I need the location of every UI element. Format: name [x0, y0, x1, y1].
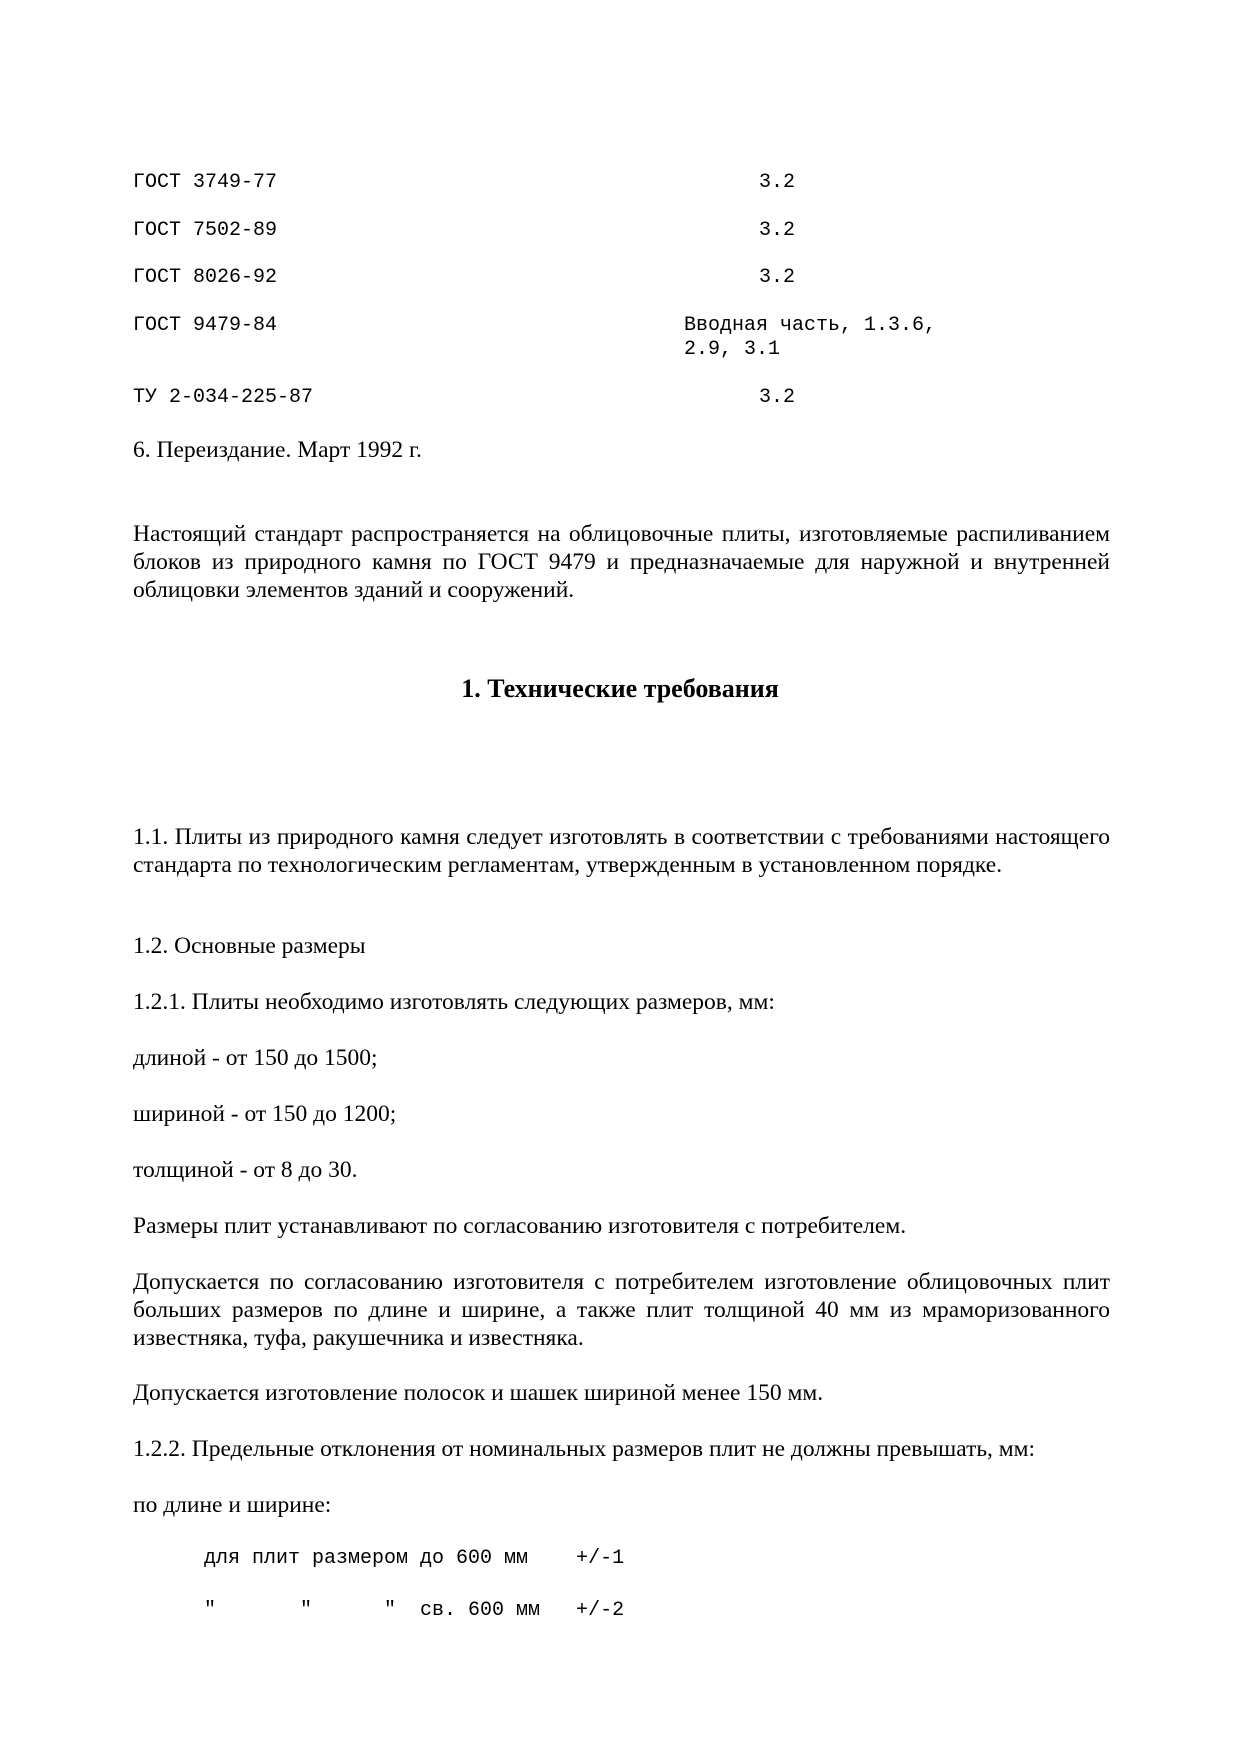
size-width: шириной - от 150 до 1200; — [133, 1101, 397, 1127]
paragraph-1-1: 1.1. Плиты из природного камня следует изготовлять в соответствии с требованиями настоящего стандарта по технологическим регламентам, утвержденным в установленном порядке. — [133, 824, 1110, 878]
size-thickness: толщиной - от 8 до 30. — [133, 1157, 358, 1183]
reference-clause: 3.2 — [759, 266, 796, 289]
paragraph-1-2: 1.2. Основные размеры — [133, 933, 366, 959]
reference-code: ГОСТ 9479-84 — [133, 314, 278, 337]
reference-code: ГОСТ 7502-89 — [133, 219, 278, 242]
reissue-note: 6. Переиздание. Март 1992 г. — [133, 437, 422, 463]
reference-clause-continued: 2.9, 3.1 — [684, 338, 781, 361]
scope-paragraph: Настоящий стандарт распространяется на облицовочные плиты, изготовляемые распиливанием блоков из природного камня по ГОСТ 9479 и предназначаемые для наружной и внутренней облицовки элементов зданий и сооружений. — [133, 521, 1110, 603]
sizes-agreement: Размеры плит устанавливают по согласованию изготовителя с потребителем. — [133, 1213, 907, 1239]
by-length-width: по длине и ширине: — [133, 1492, 332, 1518]
reference-code: ГОСТ 8026-92 — [133, 266, 278, 289]
size-length: длиной - от 150 до 1500; — [133, 1045, 378, 1071]
reference-clause: 3.2 — [759, 171, 796, 194]
larger-sizes-paragraph: Допускается по согласованию изготовителя с потребителем изготовление облицовочных плит больших размеров по длине и ширине, а также плит толщиной 40 мм из мраморизованного известняка, туфа, ракушечника и известняка. — [133, 1269, 1110, 1351]
paragraph-1-2-2: 1.2.2. Предельные отклонения от номинальных размеров плит не должны превышать, мм: — [133, 1436, 1036, 1462]
reference-code: ГОСТ 3749-77 — [133, 171, 278, 194]
tolerance-row: " " " св. 600 мм +/-2 — [204, 1599, 625, 1622]
section-heading: 1. Технические требования — [461, 674, 779, 703]
tolerance-row: для плит размером до 600 мм +/-1 — [204, 1547, 625, 1570]
reference-clause: 3.2 — [759, 219, 796, 242]
reference-clause: Вводная часть, 1.3.6, — [684, 314, 937, 337]
strips-paragraph: Допускается изготовление полосок и шашек шириной менее 150 мм. — [133, 1380, 824, 1406]
reference-clause: 3.2 — [759, 386, 796, 409]
paragraph-1-2-1: 1.2.1. Плиты необходимо изготовлять следующих размеров, мм: — [133, 989, 775, 1015]
reference-code: ТУ 2-034-225-87 — [133, 386, 314, 409]
